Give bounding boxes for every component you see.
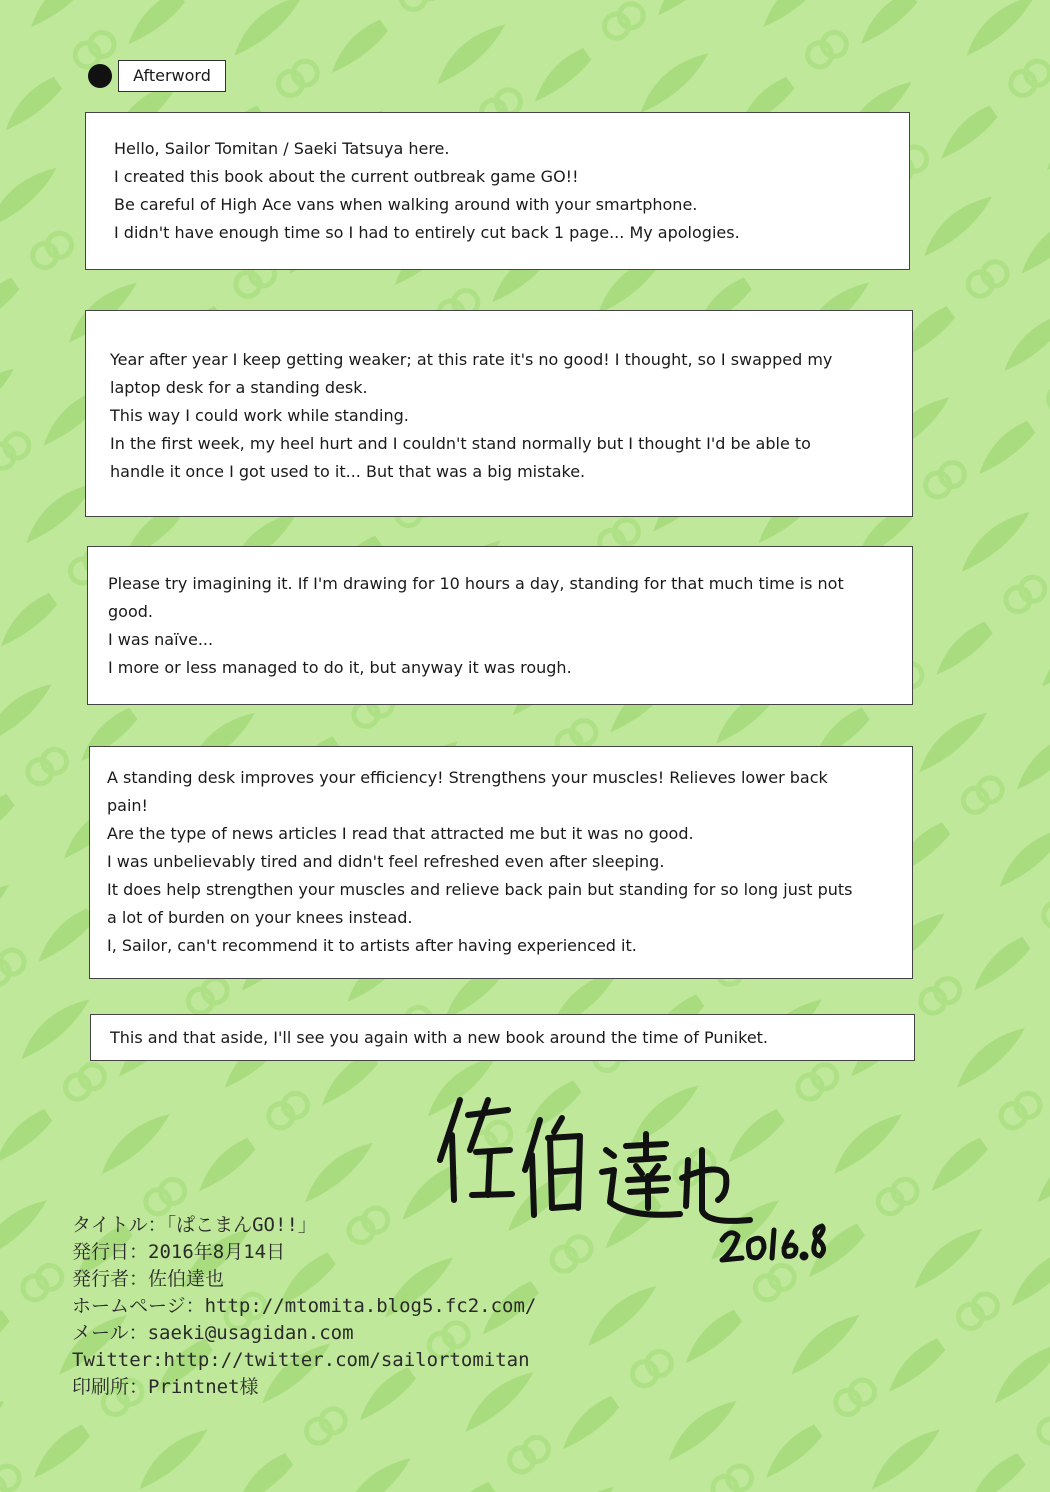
text-line: This and that aside, I'll see you again with a new book around the time of Puniket. — [110, 1028, 769, 1047]
text-line: good. — [108, 602, 153, 621]
text-line: In the first week, my heel hurt and I couldn't stand normally but I thought I'd be able to — [110, 434, 811, 453]
paragraph-box-2 — [85, 310, 913, 517]
text-line: I created this book about the current outbreak game GO!! — [114, 167, 579, 186]
text-line: handle it once I got used to it... But that was a big mistake. — [110, 462, 586, 481]
text-line: laptop desk for a standing desk. — [110, 378, 368, 397]
text-line: Please try imagining it. If I'm drawing for 10 hours a day, standing for that much time is not — [108, 574, 844, 593]
afterword-title: Afterword — [118, 60, 226, 92]
text-line: Year after year I keep getting weaker; at this rate it's no good! I thought, so I swapped my — [110, 350, 833, 369]
text-line: Hello, Sailor Tomitan / Saeki Tatsuya here. — [114, 139, 450, 158]
text-line: It does help strengthen your muscles and relieve back pain but standing for so long just puts — [107, 880, 853, 899]
text-line: I was unbelievably tired and didn't feel refreshed even after sleeping. — [107, 852, 665, 871]
bullet-icon — [88, 64, 112, 88]
colophon-title: タイトル：「ぱこまんGO!!」 — [72, 1214, 317, 1236]
paragraph-box-4 — [89, 746, 913, 979]
colophon-printer: 印刷所：Printnet様 — [72, 1376, 259, 1398]
colophon-homepage: ホームページ：http://mtomita.blog5.fc2.com/ — [72, 1295, 537, 1317]
paragraph-box-1 — [85, 112, 910, 270]
paragraph-box-3 — [87, 546, 913, 705]
text-line: Be careful of High Ace vans when walking around with your smartphone. — [114, 195, 698, 214]
colophon-date: 発行日：2016年8月14日 — [72, 1241, 286, 1263]
paragraph-box-5 — [90, 1014, 915, 1061]
text-line: I, Sailor, can't recommend it to artists after having experienced it. — [107, 936, 637, 955]
text-line: pain! — [107, 796, 148, 815]
colophon-email: メール：saeki@usagidan.com — [72, 1322, 354, 1344]
text-line: Are the type of news articles I read that attracted me but it was no good. — [107, 824, 694, 843]
colophon — [72, 1212, 536, 1401]
text-line: a lot of burden on your knees instead. — [107, 908, 413, 927]
colophon-twitter: Twitter:http://twitter.com/sailortomitan — [72, 1349, 530, 1371]
colophon-publisher: 発行者：佐伯達也 — [72, 1268, 225, 1290]
text-line: I was naïve... — [108, 630, 214, 649]
text-line: I more or less managed to do it, but anyway it was rough. — [108, 658, 572, 677]
text-line: I didn't have enough time so I had to entirely cut back 1 page... My apologies. — [114, 223, 740, 242]
text-line: A standing desk improves your efficiency! Strengthens your muscles! Relieves lower back — [107, 768, 828, 787]
text-line: This way I could work while standing. — [110, 406, 409, 425]
